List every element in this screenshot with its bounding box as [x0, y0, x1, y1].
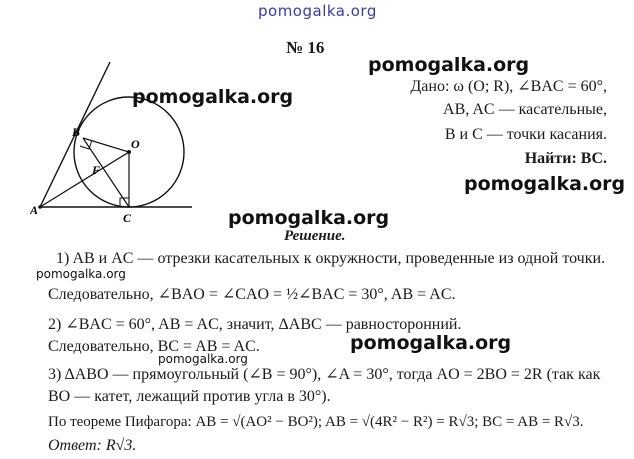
solution-line-5: 3) ΔABO — прямоугольный (∠B = 90°), ∠A = 30°, тогда AO = 2BO = 2R (так как	[48, 366, 601, 383]
watermark-left-line: pomogalka.org	[36, 267, 126, 281]
watermark-right-line: pomogalka.org	[350, 332, 512, 354]
right-angle-b	[80, 140, 92, 149]
label-b: B	[72, 125, 81, 139]
watermark-center-small: pomogalka.org	[158, 352, 248, 366]
watermark-right-mid: pomogalka.org	[464, 173, 626, 195]
solution-line-6: BO — катет, лежащий против угла в 30°).	[48, 388, 331, 405]
geometry-figure	[30, 60, 205, 225]
solution-heading: Решение.	[284, 228, 346, 244]
label-o: O	[131, 137, 140, 151]
answer-line: Ответ: R√3.	[48, 437, 137, 454]
label-f: F	[92, 163, 101, 177]
given-line-2: AB, AC — касательные,	[443, 101, 607, 118]
point-a	[38, 205, 42, 209]
watermark-top: pomogalka.org	[258, 2, 377, 20]
label-c: C	[123, 211, 132, 225]
solution-line-7: По теореме Пифагора: AB = √(AO² − BO²); AB = √(4R² − R²) = R√3; BC = AB = R√3.	[48, 414, 584, 430]
watermark-left-figure: pomogalka.org	[132, 86, 294, 108]
label-a: A	[30, 203, 39, 217]
watermark-right-top: pomogalka.org	[368, 54, 530, 76]
solution-line-1: 1) AB и AC — отрезки касательных к окружности, проведенные из одной точки.	[56, 250, 606, 267]
given-line-1: Дано: ω (O; R), ∠BAC = 60°,	[410, 78, 607, 95]
segment-bc	[83, 138, 129, 207]
given-find: Найти: BC.	[524, 150, 607, 167]
problem-number: № 16	[286, 38, 325, 57]
given-line-3: B и C — точки касания.	[444, 126, 607, 143]
solution-line-2: Следовательно, ∠BAO = ∠CAO = ½∠BAC = 30°, AB = AC.	[48, 286, 456, 303]
solution-line-3: 2) ∠BAC = 60°, AB = AC, значит, ΔABC — равносторонний.	[48, 316, 462, 333]
solution-line-4: Следовательно, BC = AB = AC.	[48, 338, 260, 355]
watermark-center: pomogalka.org	[228, 207, 390, 229]
